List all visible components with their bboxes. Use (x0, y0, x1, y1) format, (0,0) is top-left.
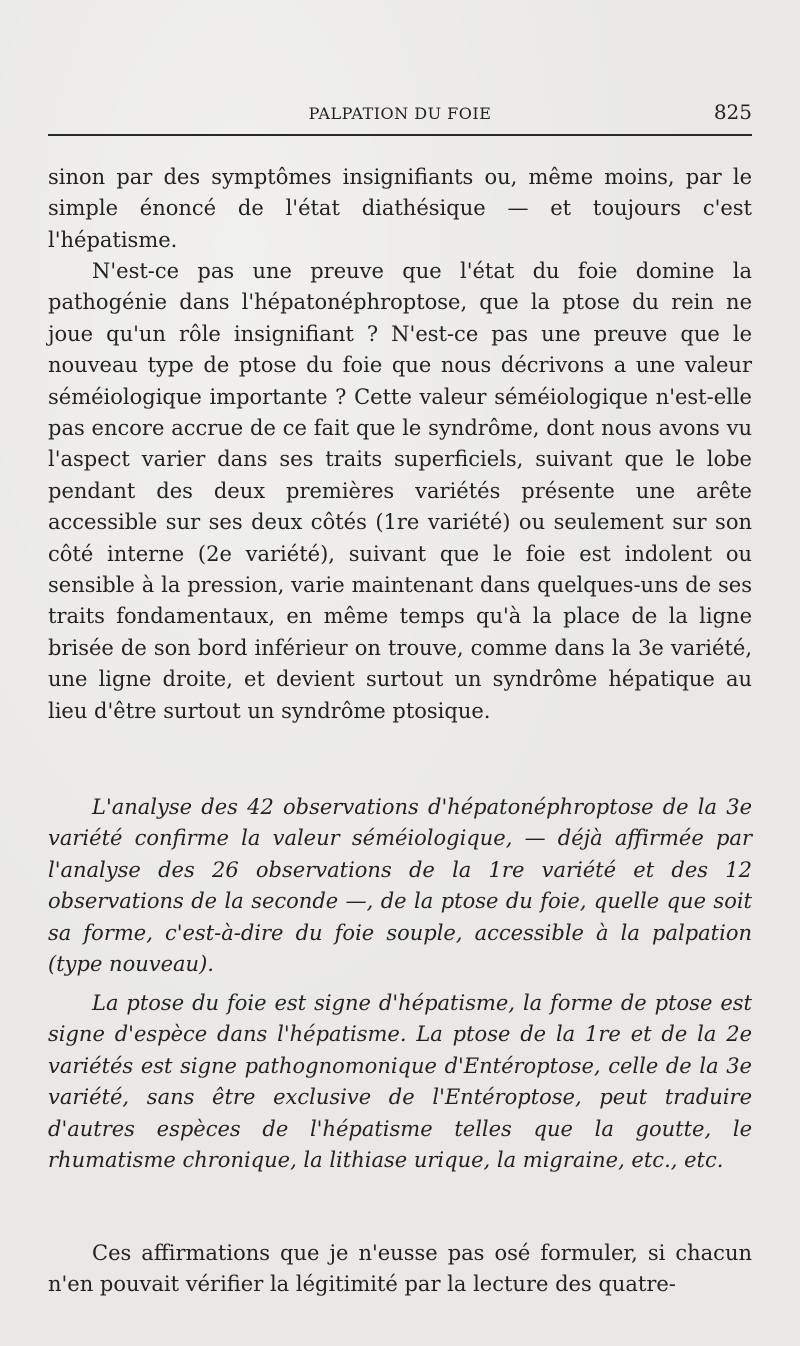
paragraph-affirmations: Ces affirmations que je n'eusse pas osé formuler, si chacun n'en pouvait vérifier la légitimité par la lecture des quatre- (48, 1241, 752, 1297)
paragraph-hepatonephroptose: N'est-ce pas une preuve que l'état du foie domine la pathogénie dans l'hépatonéphroptose, que la ptose du rein ne joue qu'un rôle insignifiant ? N'est-ce pas une preuve que le nouveau type de ptose du foie que nous décrivons a une valeur séméiologique importante ? Cette valeur séméiologique n'est-elle pas encore accrue de ce fait que le syndrôme, dont nous avons vu l'aspect varier dans ses traits superficiels, suivant que le lobe pendant des deux premières variétés présente une arête accessible sur ses deux côtés (1re variété) ou seulement sur son côté interne (2e variété), suivant que le foie est indolent ou sensible à la pression, varie maintenant dans quelques-uns de ses traits fondamentaux, en même temps qu'à la place de la ligne brisée de son bord inférieur on trouve, comme dans la 3e variété, une ligne droite, et devient surtout un syndrôme hépatique au lieu d'être surtout un syndrôme ptosique. (48, 259, 752, 723)
running-title: PALPATION DU FOIE (308, 104, 492, 123)
page-header (48, 98, 752, 136)
paragraph-continuation: sinon par des symptômes insignifiants ou, même moins, par le simple énoncé de l'état diathésique — et toujours c'est l'hépatisme. (48, 165, 752, 252)
paragraph-ptose-italic: La ptose du foie est signe d'hépatisme, la forme de ptose est signe d'espèce dans l'hépatisme. La ptose de la 1re et de la 2e variétés est signe pathognomonique d'Entéroptose, celle de la 3e variété, sans être exclusive de l'Entéroptose, peut traduire d'autres espèces de l'hépatisme telles que la goutte, le rhumatisme chronique, la lithiase urique, la migraine, etc., etc. (48, 991, 752, 1173)
paragraph-analyse-italic: L'analyse des 42 observations d'hépatonéphroptose de la 3e variété confirme la valeur séméiologique, — déjà affirmée par l'analyse des 26 observations de la 1re variété et des 12 observations de la seconde —, de la ptose du foie, quelle que soit sa forme, c'est-à-dire du foie souple, accessible à la palpation (type nouveau). (48, 795, 752, 977)
page-number: 825 (713, 100, 752, 124)
